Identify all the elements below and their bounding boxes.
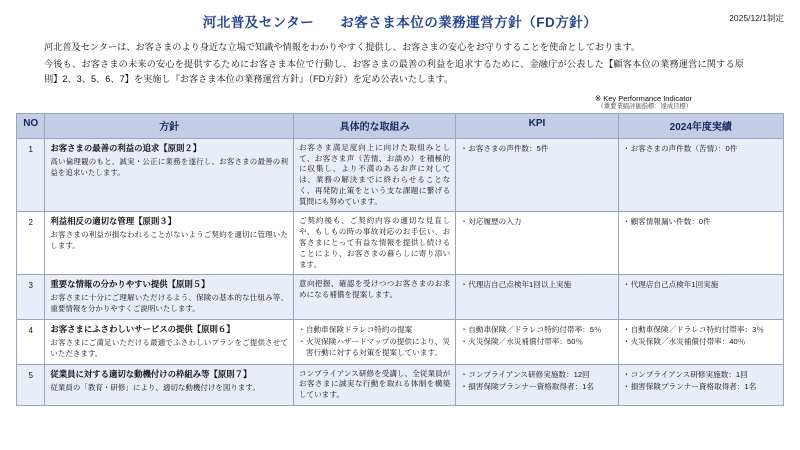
column-header-no: NO xyxy=(17,113,45,138)
kpi-item: ・ 自動車保険／ドラレコ特約付帯率：5％ xyxy=(461,324,612,335)
row-result xyxy=(618,320,783,365)
policy-title: 重要な情報の分かりやすい提供【原則５】 xyxy=(50,279,210,290)
result-list xyxy=(624,143,778,154)
result-item: ・ お客さまの声件数（苦情）：0件 xyxy=(624,143,778,154)
result-list xyxy=(624,279,778,290)
kpi-list xyxy=(461,143,612,154)
table-row xyxy=(17,275,784,320)
policy-title: お客さまにふさわしいサービスの提供【原則６】 xyxy=(50,324,235,335)
column-header-policy: 方針 xyxy=(45,113,294,138)
row-result xyxy=(618,275,783,320)
row-no: 3 xyxy=(17,275,45,320)
policy-body: 高い倫理観のもと、誠実・公正に業務を遂行し、お客さまの最善の利益を追求いたします。 xyxy=(50,156,288,177)
action-item: コンプライアンス研修を受講し、全従業員がお客さまに誠実な行動を取れる体制を構築しています。 xyxy=(298,368,451,400)
document-date: 2025/12/1制定 xyxy=(729,13,784,23)
kpi-list xyxy=(461,324,612,347)
kpi-footnote-sub: （重要業績評価指標：達成目標） xyxy=(597,102,692,110)
table-body xyxy=(17,138,784,405)
title-text: お客さま本位の業務運営方針（FD方針） xyxy=(340,15,598,30)
kpi-list xyxy=(461,216,612,227)
row-result xyxy=(618,364,783,405)
action-item: ・ 自動車保険ドラレコ特約の提案 xyxy=(299,324,450,335)
kpi-item: ・ 火災保険／水災補償付帯率：50％ xyxy=(461,336,612,347)
row-action xyxy=(293,212,455,275)
row-kpi xyxy=(456,320,618,365)
row-policy xyxy=(45,275,294,320)
result-item: ・ 損害保険プランナー資格取得者：1名 xyxy=(624,381,778,392)
kpi-item: ・ 損害保険プランナー資格取得者：1名 xyxy=(461,381,612,392)
table-header xyxy=(17,113,784,138)
kpi-item: ・ コンプライアンス研修実施数：12回 xyxy=(461,369,612,380)
policy-body: お客さまにご満足いただける最適でふさわしいプランをご提供させていただきます。 xyxy=(50,337,288,358)
kpi-list xyxy=(461,279,612,290)
row-no: 4 xyxy=(17,320,45,365)
column-header-action: 具体的な取組み xyxy=(293,113,455,138)
kpi-footnote xyxy=(16,94,784,111)
result-item: ・ コンプライアンス研修実施数：1回 xyxy=(624,369,778,380)
action-item: お客さま満足度向上に向けた取組みとして、お客さま声（苦情、お談め）を積極的に収集し、より不満のあるお声に対しては、業務の解決までに終わらせることなく、再発防止策をという支な課題に繋げる質問にも努めています。 xyxy=(298,142,451,206)
row-kpi xyxy=(456,275,618,320)
row-kpi xyxy=(456,364,618,405)
document-header xyxy=(16,8,784,34)
policy-title: 従業員に対する適切な動機付けの枠組み等【原則７】 xyxy=(50,368,252,379)
action-item: ご契約後も、ご契約内容の適切な見直しや、もしもの時の事故対応のお手伝い、お客さまにとって有益な情報を提供し続けることにより、お客さまの暮らしに寄り添います。 xyxy=(298,216,451,269)
policy-body: 従業員の「教育・研修」により、適切な動機付けを図ります。 xyxy=(50,382,260,392)
table-row xyxy=(17,212,784,275)
kpi-item: ・ お客さまの声件数：5件 xyxy=(461,143,612,154)
row-action xyxy=(293,138,455,212)
policy-title: 利益相反の適切な管理【原則３】 xyxy=(50,216,177,227)
table-row xyxy=(17,364,784,405)
result-item: ・ 顧客情報漏い件数：0件 xyxy=(624,216,778,227)
column-header-kpi: KPI xyxy=(456,113,618,138)
table-row xyxy=(17,138,784,212)
row-result xyxy=(618,212,783,275)
action-list xyxy=(299,324,450,358)
kpi-list xyxy=(461,369,612,392)
row-action xyxy=(293,320,455,365)
result-list xyxy=(624,369,778,392)
row-no: 5 xyxy=(17,364,45,405)
policy-title: お客さまの最善の利益の追求【原則２】 xyxy=(50,142,202,153)
row-result xyxy=(618,138,783,212)
row-action xyxy=(293,275,455,320)
row-no: 2 xyxy=(17,212,45,275)
intro-paragraph-1: 河北普及センターは、お客さまのより身近な立場で知識や情報をわかりやすく提供し、お客さまの安心をお守りすることを使命としております。 xyxy=(44,42,641,52)
company-name: 河北普及センター xyxy=(202,15,315,30)
table-row xyxy=(17,320,784,365)
intro-text xyxy=(44,40,744,88)
row-action xyxy=(293,364,455,405)
fd-policy-table xyxy=(16,113,784,406)
page-title xyxy=(16,8,784,31)
kpi-item: ・ 対応履歴の入力 xyxy=(461,216,612,227)
row-kpi xyxy=(456,138,618,212)
table-header-row xyxy=(17,113,784,138)
action-item: 意向把握、確認を受けつつお客さまのお求めになる補償を提案します。 xyxy=(298,279,451,300)
row-kpi xyxy=(456,212,618,275)
result-item: ・ 火災保険／水災補償付帯率：40％ xyxy=(624,336,778,347)
row-policy xyxy=(45,364,294,405)
row-policy xyxy=(45,320,294,365)
action-item: ・ 火災保険ハザードマップの提供により、災害行動に対する対策を提案しています。 xyxy=(299,336,450,358)
row-policy xyxy=(45,138,294,212)
kpi-footnote-main: ※ Key Performance Indicator xyxy=(594,93,692,103)
policy-body: お客さまに十分にご理解いただけるよう、保険の基本的な仕組み等、重要情報を分かりやすくご説明いたします。 xyxy=(50,293,288,314)
column-header-result: 2024年度実績 xyxy=(618,113,783,138)
result-list xyxy=(624,324,778,347)
result-list xyxy=(624,216,778,227)
kpi-item: ・ 代理店自己点検年1回以上実施 xyxy=(461,279,612,290)
row-no: 1 xyxy=(17,138,45,212)
result-item: ・ 代理店自己点検年1回実施 xyxy=(624,279,778,290)
row-policy xyxy=(45,212,294,275)
result-item: ・ 自動車保険／ドラレコ特約付帯率：3％ xyxy=(624,324,778,335)
policy-body: お客さまの利益が損なわれることがないようご契約を適切に管理いたします。 xyxy=(50,230,288,251)
intro-paragraph-2: 今後も、お客さまの未来の安心を提供するためにお客さま本位で行動し、お客さまの最善の利益を追求するために、金融庁が公表した【顧客本位の業務運営に関する原則】2、3、5、6、7】を実施し『お客さま本位の業務運営方針』（FD方針）を定め公表いたします。 xyxy=(44,59,744,85)
